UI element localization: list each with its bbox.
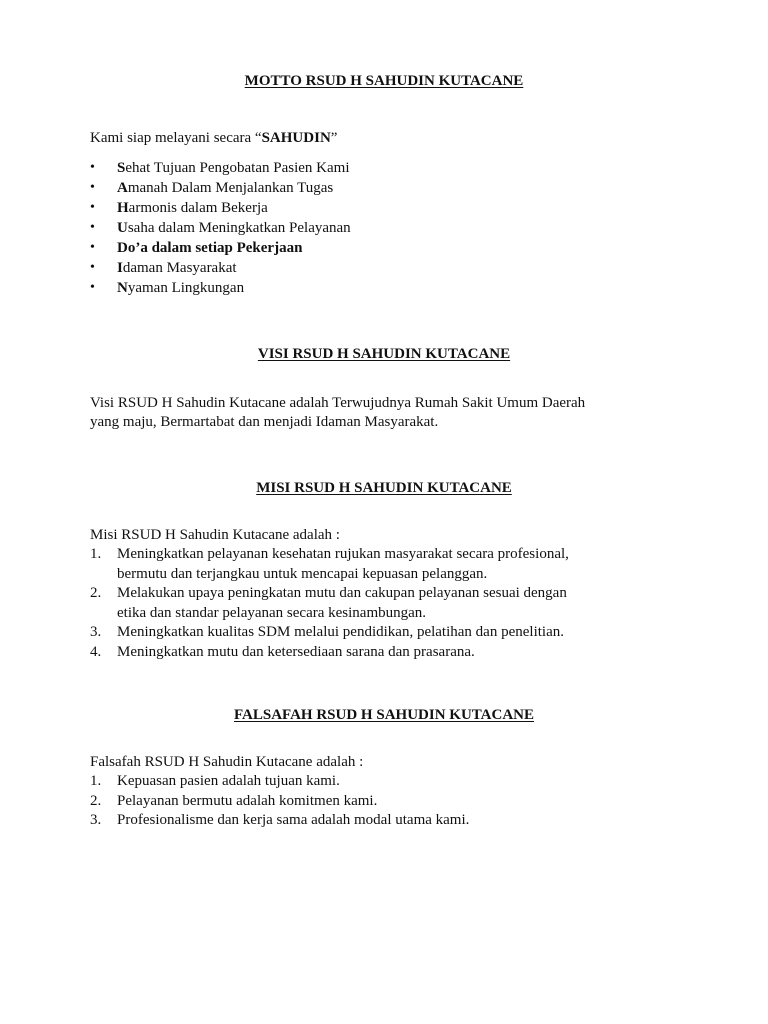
visi-line-1: Visi RSUD H Sahudin Kutacane adalah Terwujudnya Rumah Sakit Umum Daerah — [90, 395, 586, 411]
motto-initial: A — [117, 180, 128, 196]
motto-text: ehat Tujuan Pengobatan Pasien Kami — [125, 160, 350, 176]
bullet-icon: • — [90, 180, 95, 195]
misi-item-line: Melakukan upaya peningkatan mutu dan cakupan pelayanan sesuai dengan — [117, 585, 567, 601]
bullet-icon: • — [90, 220, 95, 235]
list-item — [90, 772, 690, 792]
motto-text: daman Masyarakat — [122, 260, 237, 276]
list-item — [90, 278, 351, 298]
motto-initial: N — [117, 280, 128, 296]
motto-text: o’a dalam setiap Pekerjaan — [127, 240, 303, 256]
bullet-icon: • — [90, 240, 95, 255]
bullet-icon: • — [90, 280, 95, 295]
motto-intro-prefix: Kami siap melayani secara “ — [90, 130, 262, 146]
misi-item-line: Meningkatkan pelayanan kesehatan rujukan masyarakat secara profesional, — [117, 546, 569, 562]
falsafah-intro: Falsafah RSUD H Sahudin Kutacane adalah : — [90, 754, 364, 770]
list-number: 1. — [90, 546, 102, 562]
motto-intro — [90, 129, 720, 149]
motto-intro-bold: SAHUDIN — [261, 130, 331, 146]
motto-initial: D — [117, 240, 128, 256]
list-item — [90, 158, 351, 178]
falsafah-item-text: Pelayanan bermutu adalah komitmen kami. — [117, 792, 378, 809]
list-item — [90, 258, 351, 278]
falsafah-heading: FALSAFAH RSUD H SAHUDIN KUTACANE — [233, 707, 535, 723]
misi-item-line: Meningkatkan mutu dan ketersediaan sarana dan prasarana. — [117, 643, 475, 660]
misi-item-line: bermutu dan terjangkau untuk mencapai kepuasan pelanggan. — [117, 565, 488, 582]
misi-item-line: Meningkatkan kualitas SDM melalui pendidikan, pelatihan dan penelitian. — [117, 624, 564, 640]
motto-initial: I — [117, 260, 123, 276]
misi-item-line: etika dan standar pelayanan secara kesinambungan. — [117, 604, 427, 621]
list-number: 1. — [90, 773, 102, 789]
list-item — [90, 811, 690, 831]
misi-intro: Misi RSUD H Sahudin Kutacane adalah : — [90, 527, 340, 543]
list-item — [90, 545, 690, 584]
motto-intro-suffix: ” — [330, 130, 338, 146]
list-number: 3. — [90, 812, 102, 828]
visi-heading: VISI RSUD H SAHUDIN KUTACANE — [257, 346, 511, 362]
list-item — [90, 238, 351, 258]
motto-list — [90, 158, 351, 298]
falsafah-item-text: Kepuasan pasien adalah tujuan kami. — [117, 773, 340, 789]
motto-text: yaman Lingkungan — [127, 280, 245, 296]
motto-initial: S — [117, 160, 126, 176]
bullet-icon: • — [90, 160, 95, 175]
list-number: 2. — [90, 585, 102, 601]
motto-text: manah Dalam Menjalankan Tugas — [127, 180, 334, 196]
list-item — [90, 792, 690, 812]
motto-text: armonis dalam Bekerja — [128, 200, 268, 216]
visi-line-2: yang maju, Bermartabat dan menjadi Idaman Masyarakat. — [90, 414, 439, 430]
motto-text: saha dalam Meningkatkan Pelayanan — [127, 220, 351, 236]
bullet-icon: • — [90, 200, 95, 215]
list-item — [90, 198, 351, 218]
misi-heading: MISI RSUD H SAHUDIN KUTACANE — [256, 480, 512, 496]
list-item — [90, 218, 351, 238]
misi-list — [90, 545, 690, 662]
list-item — [90, 178, 351, 198]
bullet-icon: • — [90, 260, 95, 275]
list-number: 3. — [90, 624, 102, 640]
motto-heading: MOTTO RSUD H SAHUDIN KUTACANE — [244, 73, 524, 89]
list-item — [90, 623, 690, 643]
list-number: 2. — [90, 792, 102, 809]
falsafah-list — [90, 772, 690, 831]
list-number: 4. — [90, 643, 102, 660]
list-item — [90, 584, 690, 623]
list-item — [90, 643, 690, 663]
motto-initial: H — [117, 200, 129, 216]
falsafah-item-text: Profesionalisme dan kerja sama adalah modal utama kami. — [117, 812, 470, 828]
motto-initial: U — [117, 220, 128, 236]
